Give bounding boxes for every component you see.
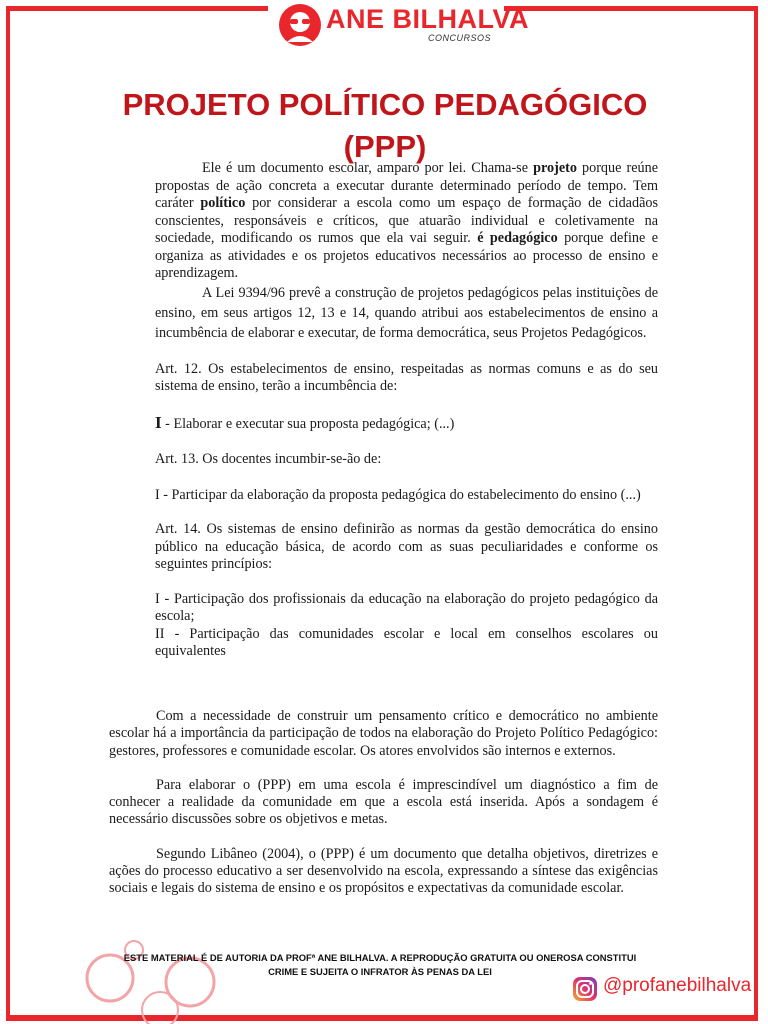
title-line-1: PROJETO POLÍTICO PEDAGÓGICO xyxy=(122,87,648,122)
art12-text: Art. 12. Os estabelecimentos de ensino, respeitadas as normas comuns e as do seu sistema de ensino, terão a incumbência de: xyxy=(155,360,658,394)
art13-item: I - Participar da elaboração da proposta pedagógica do estabelecimento do ensino (...) xyxy=(155,486,641,503)
paragraph-participation: Com a necessidade de construir um pensamento crítico e democrático no ambiente escolar há a importância da participação de todos na elaboração do Projeto Político Pedagógico: gestores, professores e comunidade escolar. Os atores envolvidos são internos e externos. xyxy=(109,708,658,759)
art13-text: Art. 13. Os docentes incumbir-se-ão de: xyxy=(155,451,382,467)
art12-item xyxy=(155,414,658,434)
text-span: porque reúne propostas de ação concreta a executar durante determinado período de tempo. Tem caráter xyxy=(155,160,658,211)
art14-item-i: I - Participação dos profissionais da educação na elaboração do projeto pedagógico da escola; xyxy=(155,590,658,624)
paragraph-libaneo: Segundo Libâneo (2004), o (PPP) é um documento que detalha objetivos, diretrizes e ações do processo educativo a ser desenvolvido na escola, expressando a síntese das exigências sociais e legais do sistema de ensino e os propósitos e expectativas da comunidade escolar. xyxy=(109,845,658,897)
law-paragraph: A Lei 9394/96 prevê a construção de projetos pedagógicos pelas instituições de ensino, em seus artigos 12, 13 e 14, quando atribui aos estabelecimentos de ensino a incumbência de elaborar e executar, de forma democrática, seus Projetos Pedagógicos. xyxy=(155,284,658,341)
avatar-icon xyxy=(276,2,324,48)
paragraph-diagnosis: Para elaborar o (PPP) em uma escola é imprescindível um diagnóstico a fim de conhecer a realidade da comunidade em que a escola está inserida. Após a sondagem é necessário discussões sobre os objetivos e metas. xyxy=(109,776,658,828)
text-span: porque define e organiza as atividades e os projetos educativos necessários ao processo de ensino e aprendizagem. xyxy=(155,230,658,281)
title-line-2: (PPP) xyxy=(343,129,427,164)
instagram-icon xyxy=(572,976,598,1002)
closing-text xyxy=(109,708,658,898)
text-span: por considerar a escola como um espaço de formação de cidadãos conscientes, responsáveis e críticos, que atuarão individual e coletivamente na sociedade, modificando os rumos que ela vai seguir. xyxy=(155,195,658,246)
intro-paragraph xyxy=(155,160,658,283)
copyright-line-1: ESTE MATERIAL É DE AUTORIA DA PROFª ANE BILHALVA. A REPRODUÇÃO GRATUITA OU ONEROSA CONSTITUI xyxy=(123,952,637,963)
copyright-notice xyxy=(100,951,660,979)
page-title xyxy=(60,84,710,168)
bold-term: é pedagógico xyxy=(477,230,558,246)
copyright-line-2: CRIME E SUJEITA O INFRATOR ÀS PENAS DA LEI xyxy=(268,966,492,977)
text-span: Ele é um documento escolar, amparo por lei. Chama-se xyxy=(202,160,534,176)
instagram-handle[interactable]: @profanebilhalva xyxy=(603,975,752,996)
bold-term: político xyxy=(200,195,246,211)
art14-item-ii: II - Participação das comunidades escolar e local em conselhos escolares ou equivalentes xyxy=(155,625,658,659)
roman-numeral: I xyxy=(155,412,162,432)
bold-term: projeto xyxy=(533,160,577,176)
brand-name: ANE BILHALVA xyxy=(326,4,529,34)
art14-text: Art. 14. Os sistemas de ensino definirão as normas da gestão democrática do ensino público na educação básica, de acordo com as suas peculiaridades e conforme os seguintes princípios: xyxy=(155,521,658,572)
text-span: - Elaborar e executar sua proposta pedagógica; (...) xyxy=(161,415,455,432)
brand-subtitle: CONCURSOS xyxy=(428,33,492,43)
brand-logo xyxy=(276,2,529,50)
main-text xyxy=(155,160,658,661)
